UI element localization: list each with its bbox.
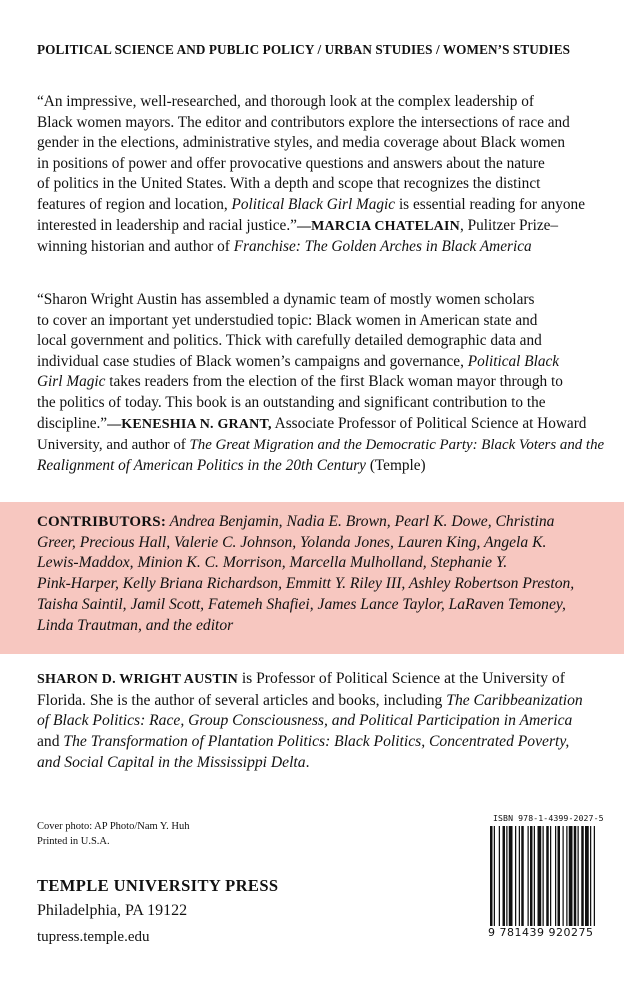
text-line: Lewis-Maddox, Minion K. C. Morrison, Marcella Mulholland, Stephanie Y.: [37, 554, 508, 572]
contributors-list: [37, 512, 607, 636]
isbn-label: ISBN 978-1-4399-2027-5: [493, 813, 604, 823]
text: is essential reading for anyone: [398, 195, 585, 213]
book-title: The Great Migration and the Democratic Party: Black Voters and the: [189, 437, 605, 454]
barcode-bar: [509, 826, 513, 930]
text-line: Black women mayors. The editor and contributors explore the intersections of race and: [37, 113, 570, 131]
barcode-bar: [581, 826, 584, 930]
blurb-chatelain: [37, 92, 593, 258]
barcode-bar: [594, 826, 595, 930]
endorser-name: —MARCIA CHATELAIN: [296, 218, 460, 234]
author-bio: [37, 669, 607, 774]
book-title: and Social Capital in the Mississippi Delta: [37, 753, 306, 771]
barcode-bar: [558, 826, 561, 930]
barcode-bar: [555, 826, 556, 930]
book-title: Girl Magic: [37, 373, 106, 391]
text-line: [37, 352, 593, 373]
credits: [37, 820, 189, 849]
barcode-digits: 9 781439 920275: [488, 926, 624, 939]
author-name: SHARON D. WRIGHT AUSTIN: [37, 672, 238, 687]
barcode-bar: [515, 826, 516, 930]
barcode-bar: [521, 826, 524, 930]
text: University, and author of: [37, 437, 186, 454]
barcode-bar: [563, 826, 564, 930]
text-line: [37, 216, 593, 238]
barcode-bar: [566, 826, 567, 930]
text-line: local government and politics. Thick with carefully detailed demographic data and: [37, 332, 542, 350]
text: Florida. She is the author of several articles and books, including: [37, 691, 443, 709]
text: interested in leadership and racial justice.”: [37, 216, 297, 234]
text-line: [37, 669, 607, 691]
publisher-url[interactable]: tupress.temple.edu: [37, 929, 150, 945]
barcode-bar: [543, 826, 544, 930]
contributors-label: CONTRIBUTORS:: [37, 514, 167, 530]
barcode-bar: [494, 826, 495, 930]
text-line: [37, 691, 607, 712]
text-line: Linda Trautman, and the editor: [37, 616, 234, 634]
text-line: the politics of today. This book is an outstanding and significant contribution to the: [37, 393, 546, 411]
barcode-bar: [490, 826, 493, 930]
book-title: Realignment of American Politics in the 20th Century: [37, 456, 366, 474]
barcode-bar: [569, 826, 573, 930]
publisher-name: TEMPLE UNIVERSITY PRESS: [37, 876, 279, 895]
text: .: [305, 753, 310, 771]
publisher-address: Philadelphia, PA 19122: [37, 902, 188, 919]
printed-in: Printed in U.S.A.: [37, 835, 110, 847]
text: Associate Professor of Political Science at Howard: [274, 414, 587, 432]
text-line: [37, 414, 593, 436]
book-title: Political Black: [467, 352, 560, 370]
barcode-bar: [519, 826, 520, 930]
text: and: [37, 733, 60, 751]
text-line: [37, 753, 607, 774]
book-title: of Black Politics: Race, Group Consciousness, and Political Participation in America: [37, 712, 573, 730]
text-line: Pink-Harper, Kelly Briana Richardson, Emmitt Y. Riley III, Ashley Robertson Preston,: [37, 575, 575, 593]
barcode-bar: [585, 826, 589, 930]
barcode-bar: [499, 826, 500, 930]
barcode-icon: [490, 826, 624, 930]
text: , Pulitzer Prize–: [459, 216, 559, 234]
text-line: of politics in the United States. With a depth and scope that recognizes the distinct: [37, 175, 541, 193]
barcode-bar: [503, 826, 506, 930]
photo-credit: Cover photo: AP Photo/Nam Y. Huh: [37, 821, 190, 832]
barcode-bar: [578, 826, 579, 930]
blurb-grant: [37, 290, 605, 476]
text-line: [37, 237, 593, 258]
text: discipline.”: [37, 414, 108, 432]
text-line: [37, 711, 607, 732]
text-line: [37, 732, 607, 753]
text: winning historian and author of: [37, 238, 230, 256]
book-title: The Transformation of Plantation Politics: Black Politics, Concentrated Poverty,: [63, 733, 570, 751]
barcode-bar: [550, 826, 551, 930]
text-line: Taisha Saintil, Jamil Scott, Fatemeh Shafiei, James Lance Taylor, LaRaven Temoney,: [37, 595, 566, 613]
text: takes readers from the election of the first Black woman mayor through to: [109, 373, 563, 391]
barcode-bar: [590, 826, 591, 930]
text-line: [37, 512, 607, 533]
text-line: gender in the elections, administrative styles, and media coverage about Black women: [37, 134, 565, 152]
text-line: “Sharon Wright Austin has assembled a dynamic team of mostly women scholars: [37, 291, 535, 308]
barcode-bar: [574, 826, 577, 930]
text-line: in positions of power and offer provocative questions and answers about the nature: [37, 154, 545, 172]
barcode-bar: [506, 826, 507, 930]
book-title: Political Black Girl Magic: [231, 195, 396, 213]
text: individual case studies of Black women’s campaigns and governance,: [37, 352, 464, 370]
text-line: Greer, Precious Hall, Valerie C. Johnson, Yolanda Jones, Lauren King, Angela K.: [37, 533, 547, 551]
barcode-bar: [528, 826, 529, 930]
text: is Professor of Political Science at the University of: [241, 670, 565, 687]
text-line: [37, 456, 593, 477]
text: Andrea Benjamin, Nadia E. Brown, Pearl K. Dowe, Christina: [169, 513, 555, 530]
endorser-name: —KENESHIA N. GRANT,: [107, 416, 272, 432]
barcode-bar: [534, 826, 535, 930]
book-title: The Caribbeanization: [446, 691, 583, 709]
text-line: [37, 195, 593, 216]
barcode-bar: [530, 826, 533, 930]
category-line: POLITICAL SCIENCE AND PUBLIC POLICY / URBAN STUDIES / WOMEN’S STUDIES: [37, 42, 571, 57]
barcode-bar: [538, 826, 542, 930]
text-line: [37, 372, 593, 393]
text: features of region and location,: [37, 195, 228, 213]
barcode-bar: [546, 826, 549, 930]
text-line: to cover an important yet understudied topic: Black women in American state and: [37, 311, 538, 329]
text-line: “An impressive, well-researched, and thorough look at the complex leadership of: [37, 93, 534, 110]
text: (Temple): [369, 456, 426, 474]
book-title: Franchise: The Golden Arches in Black America: [233, 238, 532, 256]
text-line: [37, 435, 605, 456]
